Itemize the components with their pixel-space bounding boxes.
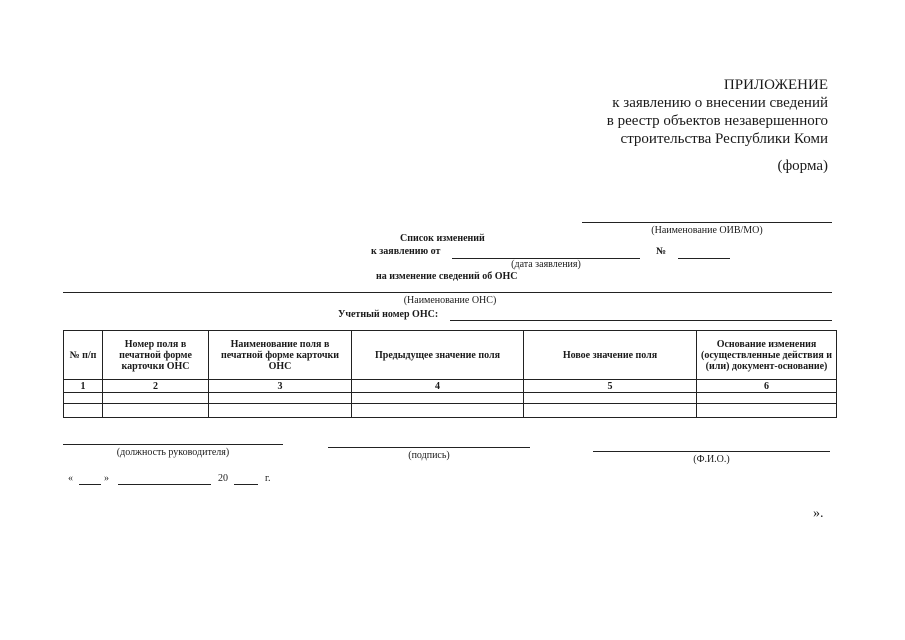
appendix-line-3: строительства Республики Коми bbox=[620, 131, 828, 147]
ons-name-caption: (Наименование ОНС) bbox=[403, 295, 497, 306]
table-cell[interactable] bbox=[352, 393, 524, 404]
appendix-title: ПРИЛОЖЕНИЕ bbox=[723, 77, 828, 93]
change-subject: на изменение сведений об ОНС bbox=[376, 271, 518, 282]
appendix-line-2: в реестр объектов незавершенного bbox=[606, 113, 828, 129]
table-cell[interactable] bbox=[64, 404, 103, 418]
table-cell[interactable] bbox=[103, 393, 209, 404]
oiv-name-caption: (Наименование ОИВ/МО) bbox=[651, 225, 763, 236]
column-number: 6 bbox=[697, 380, 837, 393]
table-cell[interactable] bbox=[209, 393, 352, 404]
number-sign: № bbox=[656, 246, 667, 257]
ons-name-line[interactable] bbox=[63, 292, 832, 293]
column-number: 4 bbox=[352, 380, 524, 393]
month-line[interactable] bbox=[118, 484, 211, 485]
statement-from-label: к заявлению от bbox=[371, 246, 441, 257]
table-cell[interactable] bbox=[524, 393, 697, 404]
header-cell-new-value: Новое значение поля bbox=[524, 331, 697, 380]
account-number-line[interactable] bbox=[450, 320, 832, 321]
table-cell[interactable] bbox=[352, 404, 524, 418]
table-cell[interactable] bbox=[64, 393, 103, 404]
fio-caption: (Ф.И.О.) bbox=[693, 454, 730, 465]
changes-table bbox=[63, 330, 837, 418]
table-cell[interactable] bbox=[697, 393, 837, 404]
account-number-label: Учетный номер ОНС: bbox=[338, 309, 439, 320]
oiv-name-line[interactable] bbox=[582, 222, 832, 223]
fio-line[interactable] bbox=[593, 451, 830, 452]
table-numbering-row bbox=[64, 380, 837, 393]
date-close-quote: » bbox=[104, 473, 109, 484]
year-prefix: 20 bbox=[218, 473, 228, 484]
signature-line[interactable] bbox=[328, 447, 530, 448]
position-line[interactable] bbox=[63, 444, 283, 445]
header-cell-field-name: Наименование поля в печатной форме карточки ОНС bbox=[209, 331, 352, 380]
signature-caption: (подпись) bbox=[408, 450, 450, 461]
position-caption: (должность руководителя) bbox=[116, 447, 230, 458]
form-label: (форма) bbox=[777, 158, 828, 174]
statement-number-line[interactable] bbox=[678, 258, 730, 259]
column-number: 1 bbox=[64, 380, 103, 393]
table-cell[interactable] bbox=[103, 404, 209, 418]
table-cell[interactable] bbox=[209, 404, 352, 418]
closing-mark: ». bbox=[813, 506, 824, 521]
column-number: 5 bbox=[524, 380, 697, 393]
year-line[interactable] bbox=[234, 484, 258, 485]
list-title: Список изменений bbox=[400, 233, 485, 244]
date-caption: (дата заявления) bbox=[511, 259, 581, 270]
header-cell-field-number: Номер поля в печатной форме карточки ОНС bbox=[103, 331, 209, 380]
column-number: 3 bbox=[209, 380, 352, 393]
header-cell-previous-value: Предыдущее значение поля bbox=[352, 331, 524, 380]
header-cell-basis: Основание изменения (осуществленные действия и (или) документ-основание) bbox=[697, 331, 837, 380]
table-header-row bbox=[64, 331, 837, 380]
year-suffix: г. bbox=[265, 473, 271, 484]
appendix-line-1: к заявлению о внесении сведений bbox=[612, 95, 828, 111]
table-row bbox=[64, 404, 837, 418]
header-cell-number: № п/п bbox=[64, 331, 103, 380]
column-number: 2 bbox=[103, 380, 209, 393]
day-line[interactable] bbox=[79, 484, 101, 485]
table-cell[interactable] bbox=[697, 404, 837, 418]
date-open-quote: « bbox=[68, 473, 73, 484]
table-row bbox=[64, 393, 837, 404]
table-cell[interactable] bbox=[524, 404, 697, 418]
